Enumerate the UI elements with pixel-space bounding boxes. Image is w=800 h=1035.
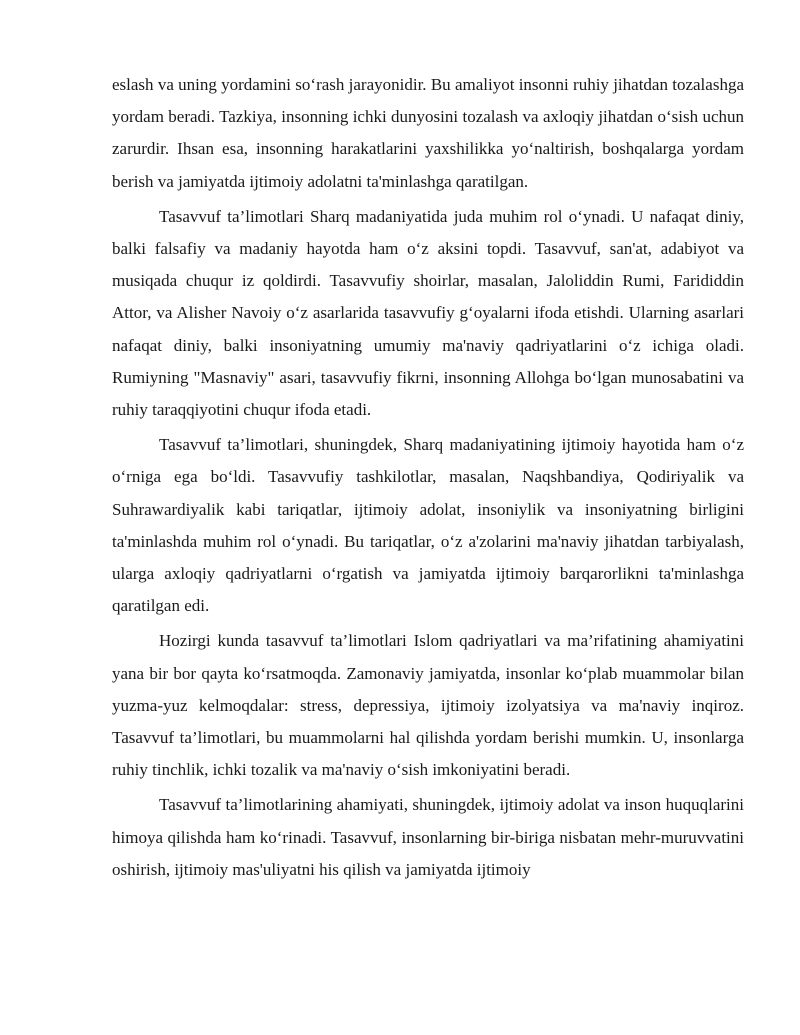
paragraph-social-life: Tasavvuf ta’limotlari, shuningdek, Sharq madaniyatining ijtimoiy hayotida ham o‘z o‘rniga ega bo‘ldi. Tasavvufiy tashkilotlar, masalan, Naqshbandiya, Qodiriyalik va Suhrawardiyalik kabi tariqatlar, ijtimoiy adolat, insoniylik va insoniyatning birligini ta'minlashda muhim rol o‘ynadi. Bu tariqatlar, o‘z a'zolarini ma'naviy jihatdan tarbiyalash, ularga axloqiy qadriyatlarni o‘rgatish va jamiyatda ijtimoiy barqarorlikni ta'minlashga qaratilgan edi.	[112, 435, 744, 616]
document-body	[112, 69, 744, 889]
paragraph-sharq-culture: Tasavvuf ta’limotlari Sharq madaniyatida juda muhim rol o‘ynadi. U nafaqat diniy, balki falsafiy va madaniy hayotda ham o‘z aksini topdi. Tasavvuf, san'at, adabiyot va musiqada chuqur iz qoldirdi. Tasavvufiy shoirlar, masalan, Jaloliddin Rumi, Farididdin Attor, va Alisher Navoiy o‘z asarlarida tasavvufiy g‘oyalarni ifoda etishdi. Ularning asarlari nafaqat diniy, balki insoniyatning umumiy ma'naviy qadriyatlarini o‘z ichiga oladi. Rumiyning "Masnaviy" asari, tasavvufiy fikrni, insonning Allohga bo‘lgan munosabatini va ruhiy taraqqiyotini chuqur ifoda etadi.	[112, 206, 744, 420]
paragraph-modern-day: Hozirgi kunda tasavvuf ta’limotlari Islom qadriyatlari va ma’rifatining ahamiyatini yana bir bor qayta ko‘rsatmoqda. Zamonaviy jamiyatda, insonlar ko‘plab muammolar bilan yuzma-yuz kelmoqdalar: stress, depressiya, ijtimoiy izolyatsiya va ma'naviy inqiroz. Tasavvuf ta’limotlari, bu muammolarni hal qilishda yordam berishi mumkin. U, insonlarga ruhiy tinchlik, ichki tozalik va ma'naviy o‘sish imkoniyatini beradi.	[112, 631, 744, 780]
paragraph-social-justice: Tasavvuf ta’limotlarining ahamiyati, shuningdek, ijtimoiy adolat va inson huquqlarini himoya qilishda ham ko‘rinadi. Tasavvuf, insonlarning bir-biriga nisbatan mehr-muruvvatini oshirish, ijtimoiy mas'uliyatni his qilish va jamiyatda ijtimoiy	[112, 795, 744, 879]
paragraph-continuation: eslash va uning yordamini so‘rash jarayonidir. Bu amaliyot insonni ruhiy jihatdan tozalashga yordam beradi. Tazkiya, insonning ichki dunyosini tozalash va axloqiy jihatdan o‘sish uchun zarurdir. Ihsan esa, insonning harakatlarini yaxshilikka yo‘naltirish, boshqalarga yordam berish va jamiyatda ijtimoiy adolatni ta'minlashga qaratilgan.	[112, 75, 744, 191]
